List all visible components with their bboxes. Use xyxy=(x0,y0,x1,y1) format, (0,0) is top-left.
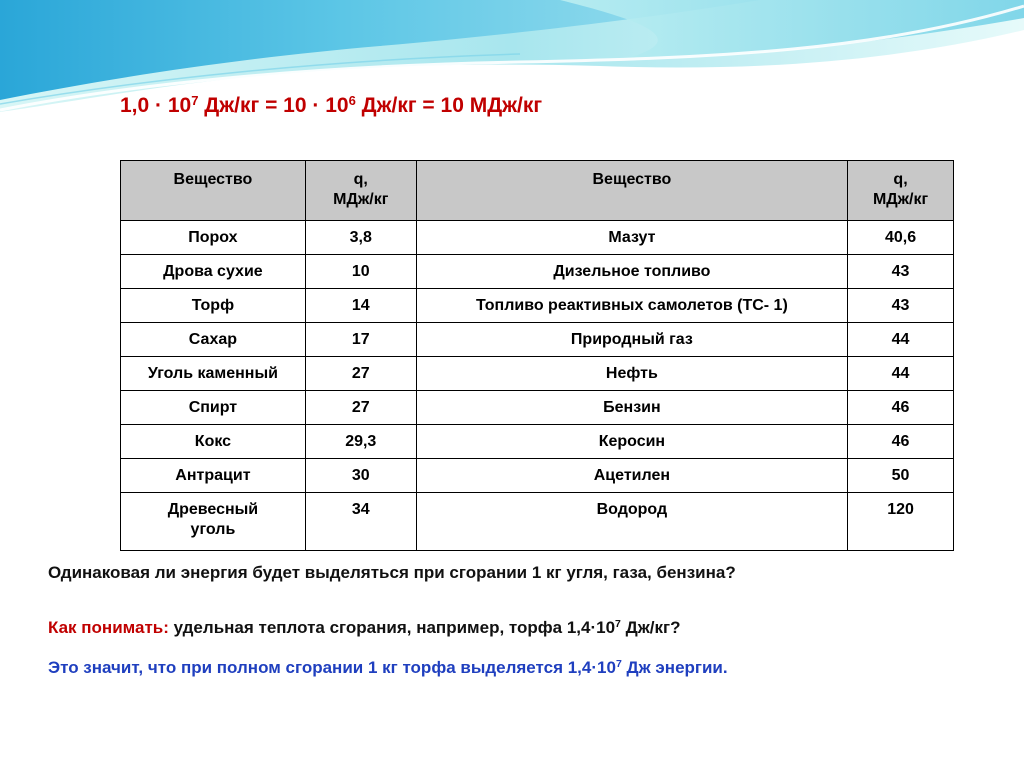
how-to-understand-text: удельная теплота сгорания, например, торфа 1,4·10 xyxy=(168,618,616,637)
header-q-left-line1: q, xyxy=(353,171,368,188)
header-q-right-line1: q, xyxy=(893,171,908,188)
right-substance-cell: Ацетилен xyxy=(416,459,847,493)
left-q-cell: 34 xyxy=(305,493,416,551)
right-q-cell: 44 xyxy=(848,323,954,357)
answer-text: Это значит, что при полном сгорании 1 кг торфа выделяется 1,4·10 xyxy=(48,658,616,677)
header-q-right xyxy=(848,161,954,221)
right-substance-cell: Водород xyxy=(416,493,847,551)
right-q-cell: 43 xyxy=(848,289,954,323)
left-q-cell: 17 xyxy=(305,323,416,357)
left-q-cell: 30 xyxy=(305,459,416,493)
table-row xyxy=(121,289,954,323)
header-substance-right xyxy=(416,161,847,221)
left-substance-cell: Уголь каменный xyxy=(121,357,306,391)
units-conversion-headline xyxy=(120,94,542,118)
header-substance-left xyxy=(121,161,306,221)
right-substance-cell: Бензин xyxy=(416,391,847,425)
question-text: Одинаковая ли энергия будет выделяться при сгорании 1 кг угля, газа, бензина? xyxy=(48,563,736,582)
headline-exp2: 6 xyxy=(348,92,356,108)
table-row xyxy=(121,391,954,425)
right-q-cell: 120 xyxy=(848,493,954,551)
header-q-left xyxy=(305,161,416,221)
combustion-heat-table xyxy=(120,160,954,551)
table-row xyxy=(121,357,954,391)
header-substance-left-label: Вещество xyxy=(173,171,253,188)
left-substance-cell: Порох xyxy=(121,221,306,255)
left-substance-cell: Сахар xyxy=(121,323,306,357)
answer-tail: Дж энергии. xyxy=(621,658,728,677)
left-substance-cell: Антрацит xyxy=(121,459,306,493)
right-q-cell: 43 xyxy=(848,255,954,289)
answer-line xyxy=(48,658,728,678)
left-q-cell: 14 xyxy=(305,289,416,323)
how-to-understand-exp: 7 xyxy=(615,618,621,631)
left-q-cell: 27 xyxy=(305,357,416,391)
left-substance-cell: Спирт xyxy=(121,391,306,425)
right-q-cell: 50 xyxy=(848,459,954,493)
left-substance-cell: Торф xyxy=(121,289,306,323)
table-row xyxy=(121,323,954,357)
right-q-cell: 46 xyxy=(848,425,954,459)
answer-exp: 7 xyxy=(615,658,622,671)
left-substance-cell: Кокс xyxy=(121,425,306,459)
right-substance-cell: Топливо реактивных самолетов (ТС- 1) xyxy=(416,289,847,323)
right-q-cell: 40,6 xyxy=(848,221,954,255)
right-substance-cell: Дизельное топливо xyxy=(416,255,847,289)
right-q-cell: 46 xyxy=(848,391,954,425)
table-row xyxy=(121,493,954,551)
left-substance-cell: Дрова сухие xyxy=(121,255,306,289)
how-to-understand-line xyxy=(48,618,680,638)
how-to-understand-tail: Дж/кг? xyxy=(620,618,681,637)
right-substance-cell: Мазут xyxy=(416,221,847,255)
table-row xyxy=(121,221,954,255)
left-substance-line2: уголь xyxy=(190,521,236,538)
table-row xyxy=(121,255,954,289)
right-q-cell: 44 xyxy=(848,357,954,391)
left-q-cell: 29,3 xyxy=(305,425,416,459)
table-header-row xyxy=(121,161,954,221)
table-row xyxy=(121,459,954,493)
right-substance-cell: Нефть xyxy=(416,357,847,391)
how-to-understand-label: Как понимать: xyxy=(48,618,169,637)
header-q-right-line2: МДж/кг xyxy=(872,191,929,208)
headline-part3: Дж/кг = 10 МДж/кг xyxy=(355,94,543,117)
right-substance-cell: Природный газ xyxy=(416,323,847,357)
header-q-left-line2: МДж/кг xyxy=(333,191,389,208)
right-substance-cell: Керосин xyxy=(416,425,847,459)
left-q-cell: 27 xyxy=(305,391,416,425)
left-substance-line1: Древесный xyxy=(167,501,259,518)
headline-part2: Дж/кг = 10 · 10 xyxy=(198,94,349,117)
left-substance-cell xyxy=(121,493,306,551)
headline-exp1: 7 xyxy=(191,92,199,108)
headline-part1: 1,0 · 10 xyxy=(120,94,192,117)
left-q-cell: 3,8 xyxy=(305,221,416,255)
left-q-cell: 10 xyxy=(305,255,416,289)
header-substance-right-label: Вещество xyxy=(592,171,672,188)
table-row xyxy=(121,425,954,459)
